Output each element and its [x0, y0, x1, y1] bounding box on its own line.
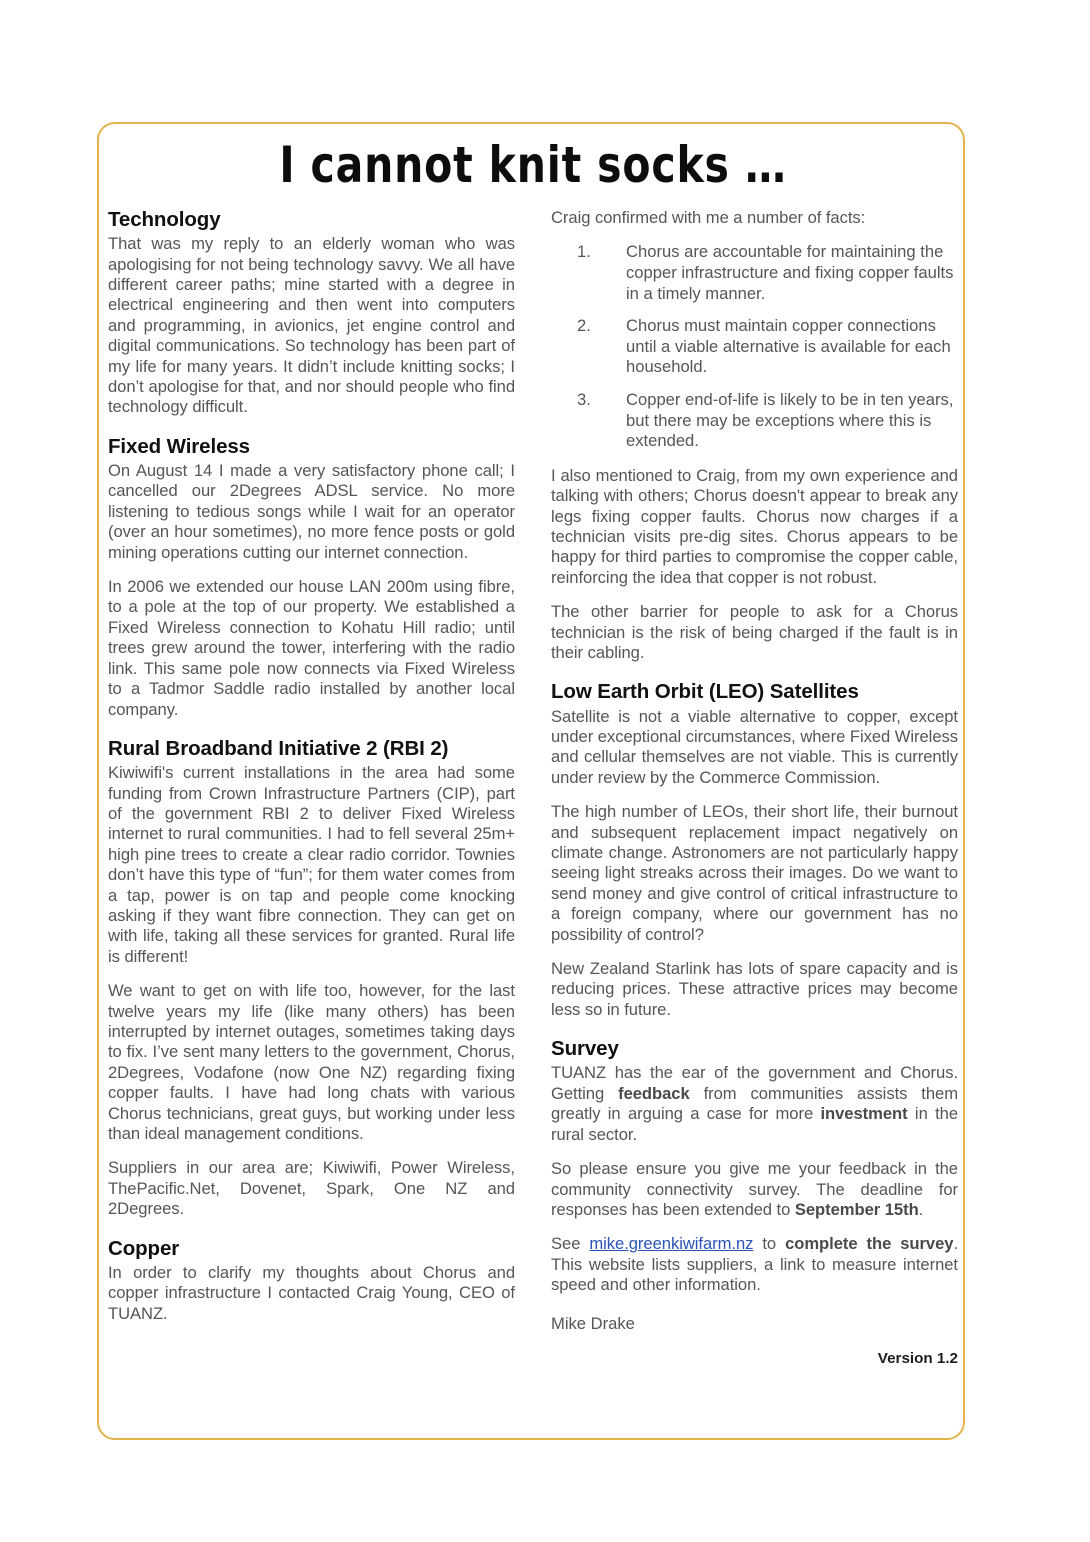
- fixed-wireless-paragraph-2: In 2006 we extended our house LAN 200m using fibre, to a pole at the top of our property. We established a Fixed Wireless connection to Kohatu Hill radio; until trees grew around the tower, interfering with the radio link. This same pole now connects via Fixed Wireless to a Tadmor Saddle radio installed by another local company.: [108, 577, 515, 719]
- list-item-text: Chorus must maintain copper connections until a viable alternative is available for each household.: [626, 316, 951, 377]
- fixed-wireless-paragraph-1: On August 14 I made a very satisfactory phone call; I cancelled our 2Degrees ADSL service. No more listening to tedious songs while I wait for an operator (over an hour sometimes), no more fence posts or gold mining operations cutting our internet connection.: [108, 461, 515, 562]
- technology-paragraph-1: That was my reply to an elderly woman who was apologising for not being technology savvy. We all have different career paths; mine started with a degree in electrical engineering and then went into computers and programming, in avionics, jet engine control and digital communications. So technology has been part of my life for many years. It didn’t include knitting socks; I don’t apologise for that, and nor should people who find technology difficult.: [108, 234, 515, 417]
- leo-paragraph-1: Satellite is not a viable alternative to copper, except under exceptional circumstances, where Fixed Wireless and cellular themselves are not viable. This is currently under review by the Commerce Commission.: [551, 706, 958, 787]
- survey-p3-text-2: to: [753, 1234, 786, 1254]
- survey-paragraph-2: [551, 1159, 958, 1220]
- survey-website-link[interactable]: mike.greenkiwifarm.nz: [589, 1234, 754, 1254]
- list-item-number: 3.: [577, 389, 591, 409]
- survey-p2-text-1: So please ensure you give me your feedback in the community connectivity survey. The deadline for responses has been extended to: [551, 1159, 958, 1219]
- document-frame: [97, 122, 965, 1440]
- right-column: [551, 208, 958, 1367]
- list-item: [551, 242, 958, 304]
- after-facts-paragraph-1: I also mentioned to Craig, from my own experience and talking with others; Chorus doesn't appear to break any legs fixing copper faults. Chorus now charges if a technician visits pre-dig sites. Chorus appears to be happy for third parties to compromise the copper cable, reinforcing the idea that copper is not robust.: [551, 465, 958, 587]
- two-column-layout: [108, 208, 958, 1367]
- section-heading-technology: Technology: [108, 208, 221, 231]
- section-heading-fixed-wireless: Fixed Wireless: [108, 434, 250, 458]
- survey-p3-bold-complete-survey: complete the survey: [785, 1234, 954, 1254]
- author-signoff: Mike Drake: [551, 1313, 635, 1333]
- list-item-number: 2.: [577, 316, 591, 336]
- section-heading-copper: Copper: [108, 1236, 180, 1260]
- section-heading-rbi2: Rural Broadband Initiative 2 (RBI 2): [108, 736, 449, 760]
- facts-list: [551, 242, 958, 451]
- section-heading-leo-satellites: Low Earth Orbit (LEO) Satellites: [551, 680, 859, 704]
- survey-p3-text-3: . This website lists suppliers, a link to measure internet speed and other information.: [551, 1234, 958, 1295]
- list-item-text: Copper end-of-life is likely to be in ten years, but there may be exceptions where this is extended.: [626, 389, 954, 451]
- list-item: [551, 390, 958, 452]
- copper-paragraph-1: In order to clarify my thoughts about Chorus and copper infrastructure I contacted Craig Young, CEO of TUANZ.: [108, 1262, 515, 1323]
- survey-p1-bold-feedback: feedback: [618, 1083, 690, 1103]
- leo-paragraph-3: New Zealand Starlink has lots of spare capacity and is reducing prices. These attractive prices may become less so in future.: [551, 959, 958, 1019]
- list-item: [551, 316, 958, 378]
- facts-intro-paragraph: Craig confirmed with me a number of facts:: [551, 208, 866, 227]
- page-title: I cannot knit socks …: [279, 136, 787, 194]
- survey-p1-text-1: TUANZ has the ear of the government and Chorus. Getting: [551, 1063, 958, 1103]
- survey-p2-text-2: .: [918, 1199, 924, 1219]
- survey-paragraph-3: [551, 1234, 958, 1295]
- left-column: [108, 208, 515, 1367]
- survey-paragraph-1: [551, 1063, 958, 1145]
- rbi2-paragraph-1: Kiwiwifi's current installations in the area had some funding from Crown Infrastructure Partners (CIP), part of the government RBI 2 to deliver Fixed Wireless internet to rural communities. I had to fell several 25m+ high pine trees to create a clear radio corridor. Townies don’t have this type of “fun”; for them water comes from a tap, power is on tap and people come knocking asking if they want fibre connection. They can get on with life, taking all these services for granted. Rural life is different!: [108, 763, 515, 966]
- survey-p3-text-1: See: [551, 1234, 590, 1254]
- list-item-text: Chorus are accountable for maintaining the copper infrastructure and fixing copper faults in a timely manner.: [626, 242, 954, 303]
- section-heading-survey: Survey: [551, 1037, 619, 1061]
- leo-paragraph-2: The high number of LEOs, their short life, their burnout and subsequent replacement impact negatively on climate change. Astronomers are not particularly happy seeing light streaks across their images. Do we want to send money and give control of critical infrastructure to a foreign company, where our government has no possibility of control?: [551, 802, 958, 944]
- survey-p1-text-3: in the rural sector.: [551, 1104, 958, 1144]
- after-facts-paragraph-2: The other barrier for people to ask for a Chorus technician is the risk of being charged if the fault is in their cabling.: [551, 602, 958, 662]
- version-label: Version 1.2: [877, 1349, 958, 1367]
- list-item-number: 1.: [577, 242, 591, 262]
- survey-p2-bold-deadline: September 15th: [794, 1199, 919, 1219]
- rbi2-paragraph-3: Suppliers in our area are; Kiwiwifi, Power Wireless, ThePacific.Net, Dovenet, Spark, One NZ and 2Degrees.: [108, 1158, 515, 1219]
- rbi2-paragraph-2: We want to get on with life too, however, for the last twelve years my life (like many others) has been interrupted by internet outages, sometimes taking days to fix. I’ve sent many letters to the government, Chorus, 2Degrees, Vodafone (now One NZ) regarding fixing copper faults. I have had long chats with various Chorus technicians, great guys, but working under less than ideal management conditions.: [108, 981, 515, 1143]
- survey-p1-bold-investment: investment: [820, 1104, 908, 1124]
- survey-p1-text-2: from communities assists them greatly in arguing a case for more: [551, 1083, 958, 1124]
